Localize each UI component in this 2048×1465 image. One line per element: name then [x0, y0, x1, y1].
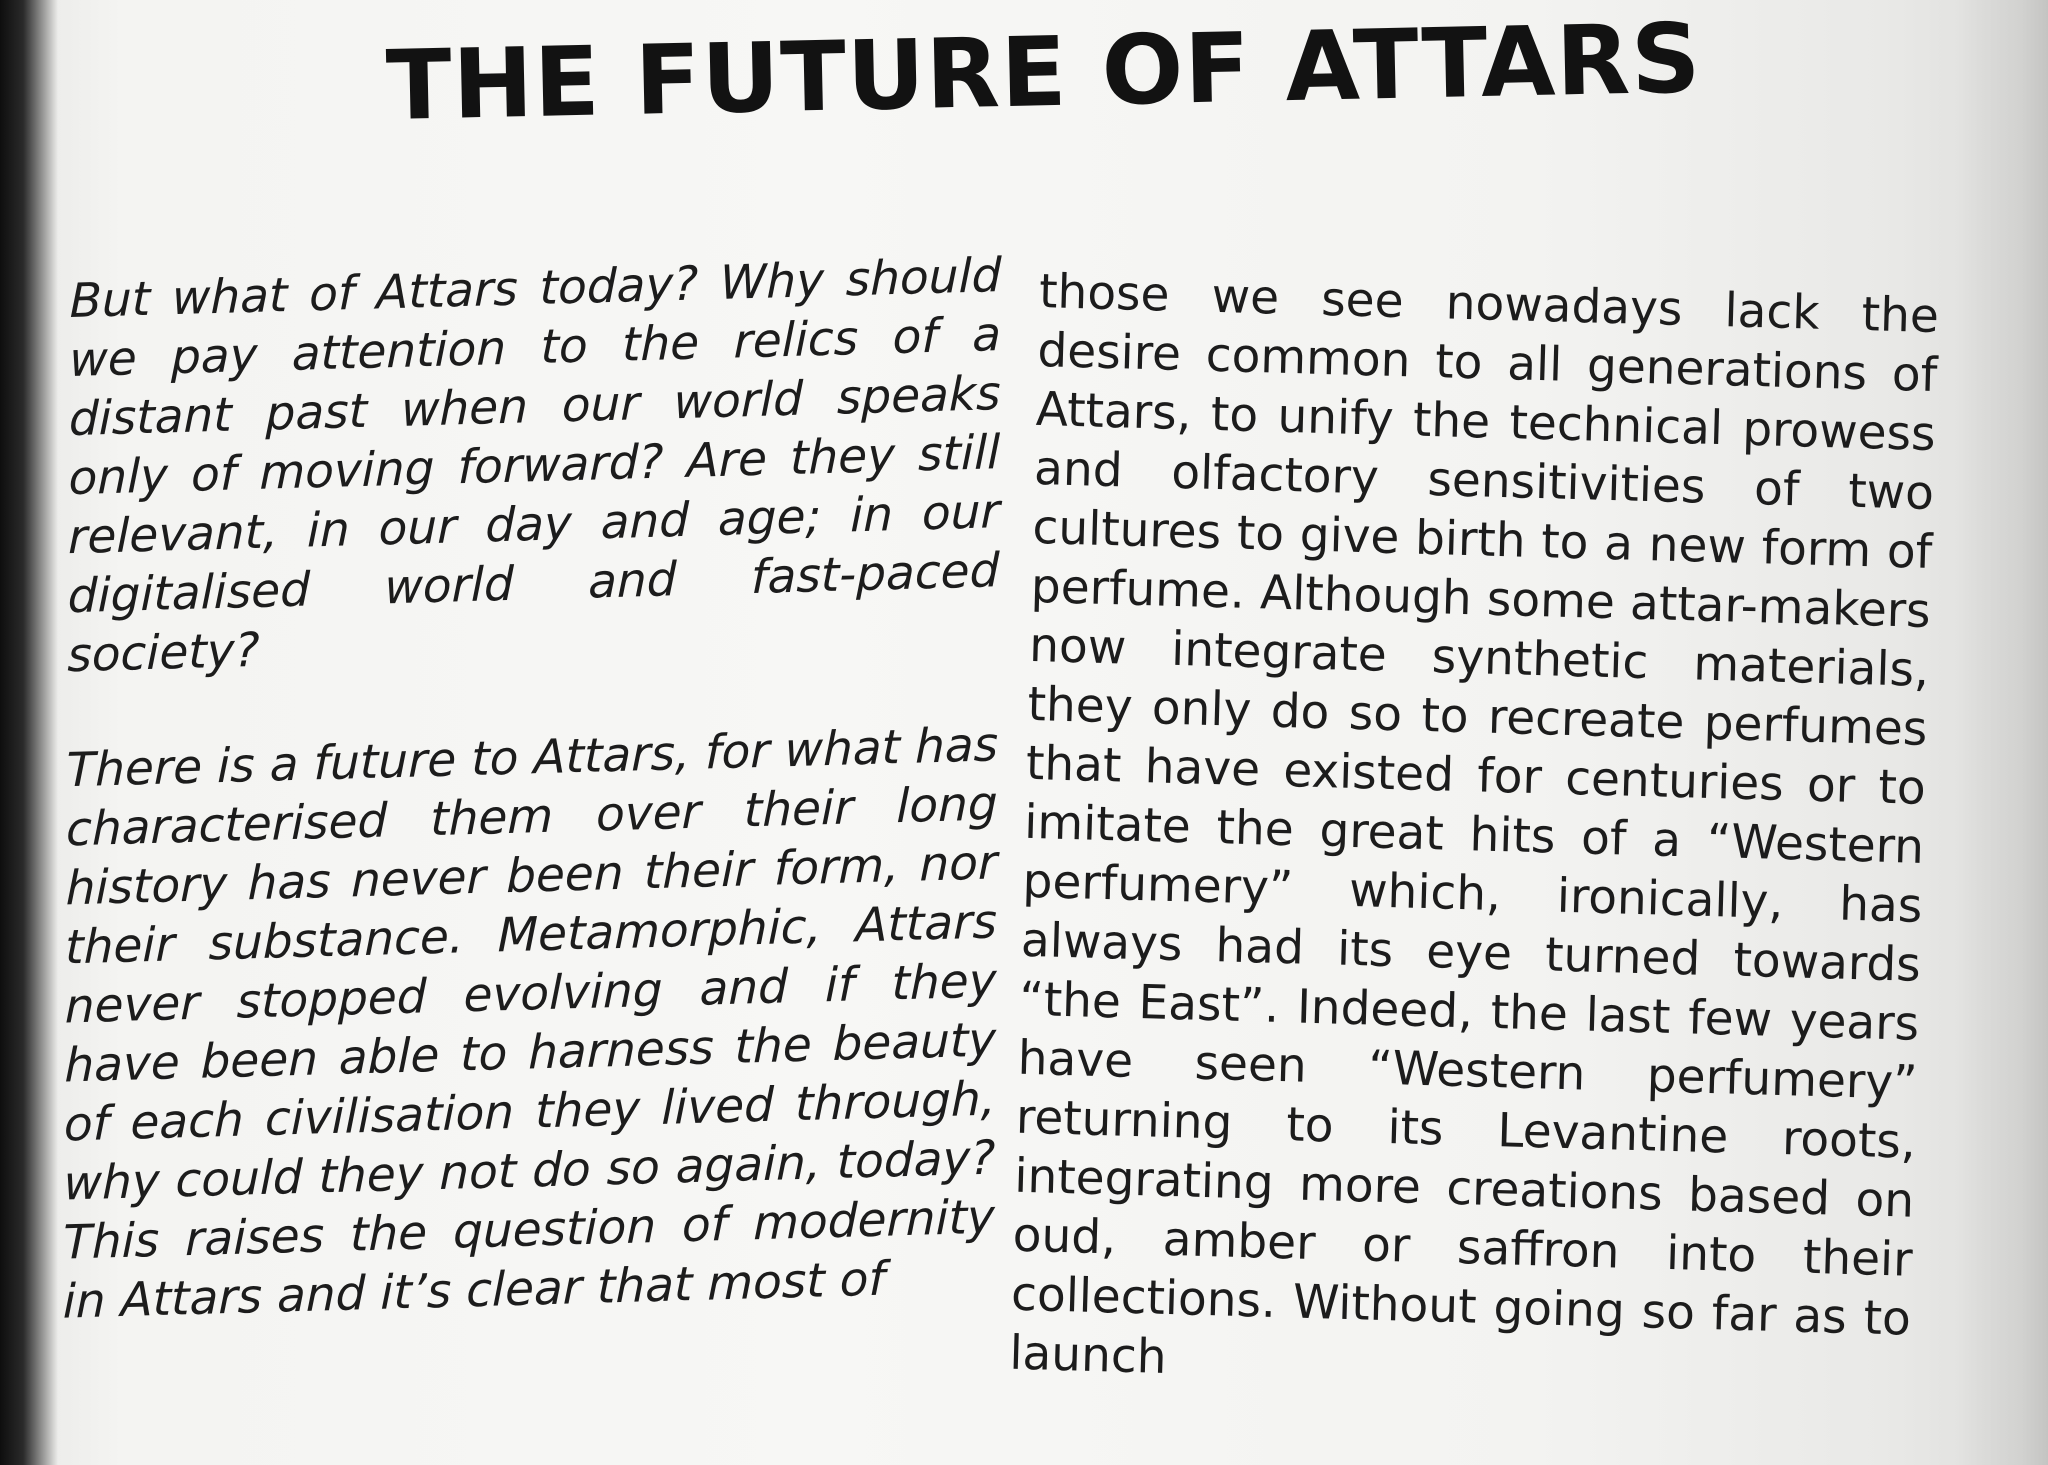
- page-edge-shading: [1958, 0, 2048, 1465]
- article-title: THE FUTURE OF ATTARS: [385, 2, 1703, 142]
- right-text-column: [1009, 262, 1940, 1408]
- left-paragraph-2: There is a future to Attars, for what has characterised them over their long history has never been their form, nor their substance. Metamorphic, Attars never stopped evolving and if they have been able to harness the beauty of each civilisation they lived through, why could they not do so again, today? This raises the question of modernity in Attars and it’s clear that most of: [62, 717, 999, 1330]
- left-text-column: [63, 246, 1002, 1332]
- left-paragraph-1: But what of Attars today? Why should we pay attention to the relics of a distant past when our world speaks only of moving forward? Are they still relevant, in our day and age; in our digitalised world and fast-paced society?: [67, 247, 1002, 684]
- right-paragraph-1: those we see nowadays lack the desire common to all generations of Attars, to unify the technical prowess and olfactory sensitivities of two cultures to give birth to a new form of perfume. Although some attar-makers now integrate synthetic materials, they only do so to recreate perfumes that have existed for centuries or to imitate the great hits of a “Western perfumery” which, ironically, has always had its eye turned towards “the East”. Indeed, the last few years have seen “Western perfumery” returning to its Levantine roots, integrating more creations based on oud, amber or saffron into their collections. Without going so far as to launch: [1008, 263, 1940, 1385]
- page-spine-shadow: [0, 0, 58, 1465]
